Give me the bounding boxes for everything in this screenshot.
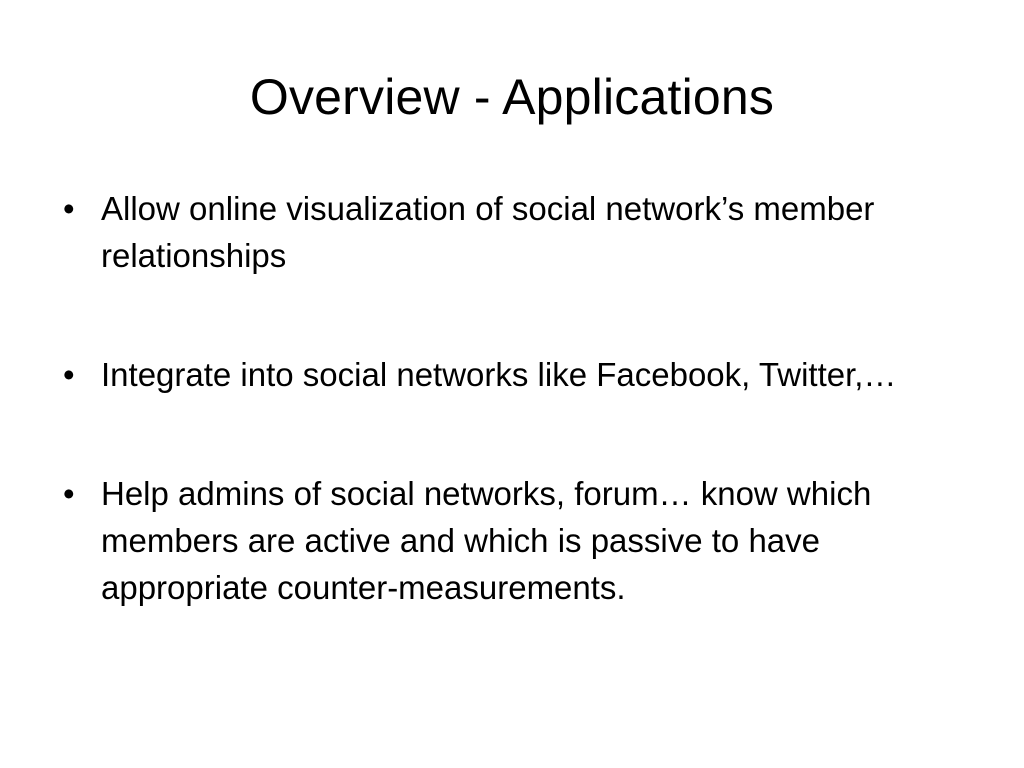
bullet-item [60,351,990,398]
bullet-item [60,470,990,611]
bullet-dot-icon: • [63,475,75,512]
slide-title: Overview - Applications [249,69,775,125]
bullet-list [60,185,990,611]
bullet-dot-icon: • [63,356,75,393]
bullet-text: Help admins of social networks, forum… know which members are active and which is passive to have appropriate counter-measurements. [101,475,872,606]
bullet-dot-icon: • [63,190,75,227]
bullet-text: Allow online visualization of social network’s member relationships [101,190,875,274]
bullet-text: Integrate into social networks like Facebook, Twitter,… [101,356,897,393]
bullet-item [60,185,990,279]
